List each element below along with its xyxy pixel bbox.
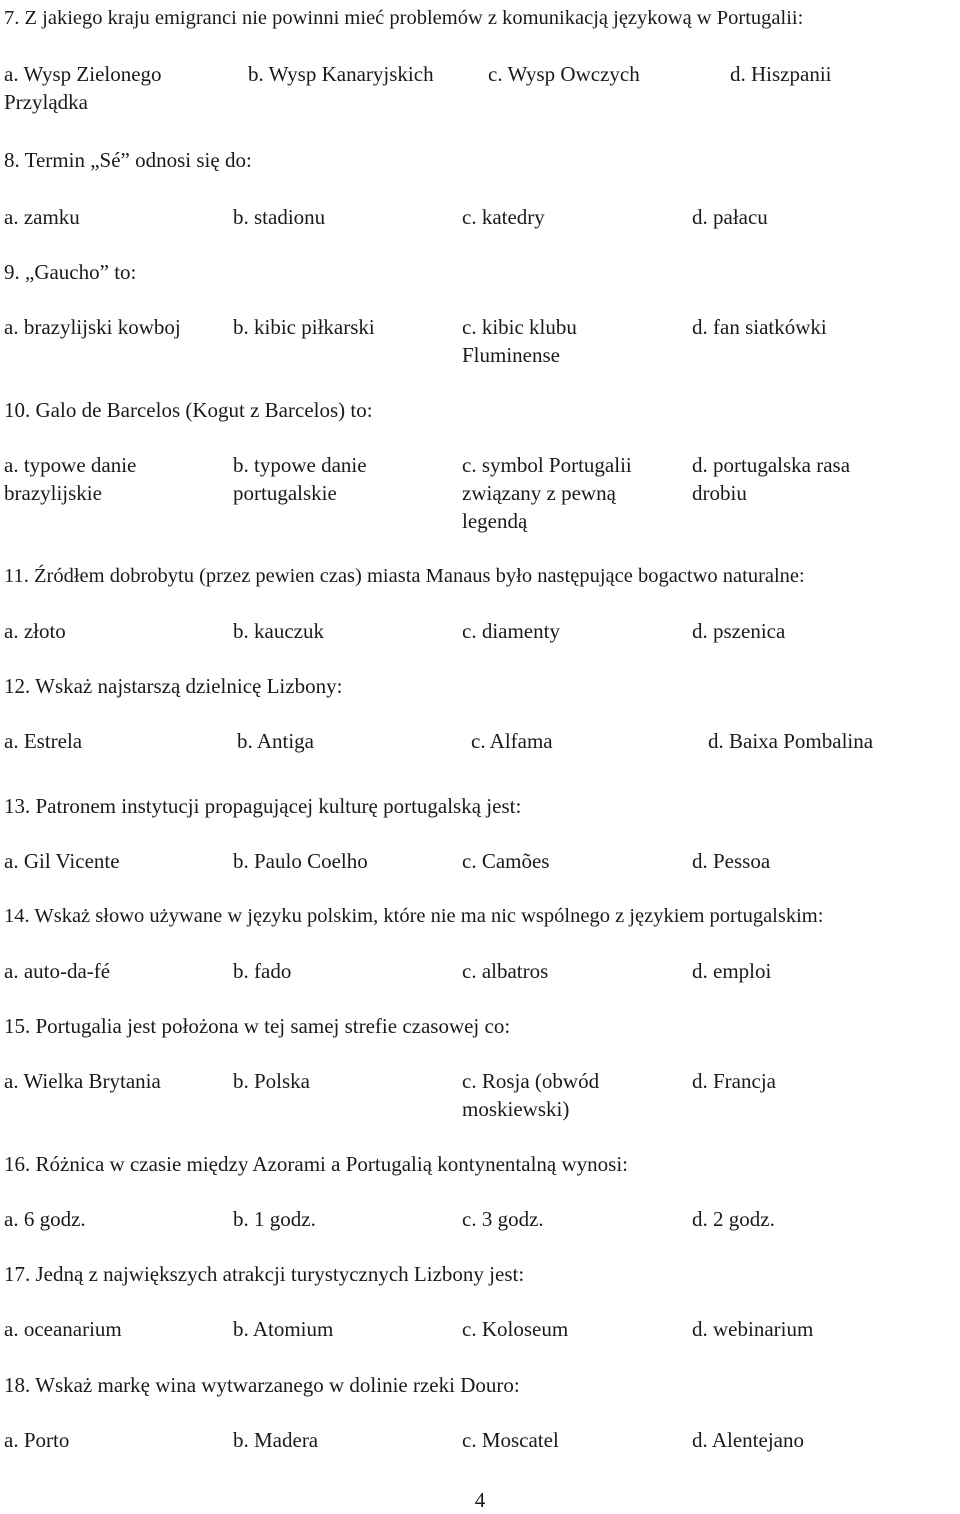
question-18: 18. Wskaż markę wina wytwarzanego w dolinie rzeki Douro: <box>4 1373 520 1397</box>
answer-17d: d. webinarium <box>692 1317 814 1341</box>
answer-15b: b. Polska <box>233 1069 311 1093</box>
answer-12d: d. Baixa Pombalina <box>708 729 874 753</box>
answer-15d: d. Francja <box>692 1069 776 1093</box>
answer-16b: b. 1 godz. <box>233 1207 316 1231</box>
question-15: 15. Portugalia jest położona w tej samej strefie czasowej co: <box>4 1014 511 1038</box>
answer-12b: b. Antiga <box>237 729 314 753</box>
question-8: 8. Termin „Sé” odnosi się do: <box>4 148 252 172</box>
answer-14d: d. emploi <box>692 959 772 983</box>
answer-8b: b. stadionu <box>233 205 326 229</box>
answer-9c: c. kibic klubu Fluminense <box>462 315 577 367</box>
answer-10d: d. portugalska rasa drobiu <box>692 453 851 505</box>
answer-9b: b. kibic piłkarski <box>233 315 375 339</box>
answer-15c: c. Rosja (obwód moskiewski) <box>462 1069 600 1121</box>
answer-8a: a. zamku <box>4 205 80 229</box>
page-number: 4 <box>474 1488 486 1512</box>
question-17: 17. Jedną z największych atrakcji turystycznych Lizbony jest: <box>4 1262 525 1286</box>
answer-14c: c. albatros <box>462 959 549 983</box>
answer-16a: a. 6 godz. <box>4 1207 86 1231</box>
answer-15a: a. Wielka Brytania <box>4 1069 161 1093</box>
answer-16d: d. 2 godz. <box>692 1207 775 1231</box>
answer-8d: d. pałacu <box>692 205 768 229</box>
answer-10c: c. symbol Portugalii związany z pewną legendą <box>462 453 632 533</box>
answer-18d: d. Alentejano <box>692 1428 804 1452</box>
question-16: 16. Różnica w czasie między Azorami a Portugalią kontynentalną wynosi: <box>4 1152 628 1176</box>
answer-12a: a. Estrela <box>4 729 83 753</box>
answer-9d: d. fan siatkówki <box>692 315 827 339</box>
answer-18a: a. Porto <box>4 1428 70 1452</box>
answer-11d: d. pszenica <box>692 619 786 643</box>
answer-11a: a. złoto <box>4 619 66 643</box>
question-12: 12. Wskaż najstarszą dzielnicę Lizbony: <box>4 674 343 698</box>
answer-7a: a. Wysp Zielonego Przylądka <box>4 62 162 114</box>
answer-16c: c. 3 godz. <box>462 1207 544 1231</box>
question-14: 14. Wskaż słowo używane w języku polskim, które nie ma nic wspólnego z językiem portugalskim: <box>4 905 824 927</box>
answer-12c: c. Alfama <box>471 729 553 753</box>
answer-14b: b. fado <box>233 959 292 983</box>
answer-13c: c. Camões <box>462 849 550 873</box>
question-13: 13. Patronem instytucji propagującej kulturę portugalską jest: <box>4 794 522 818</box>
answer-7d: d. Hiszpanii <box>730 62 832 86</box>
answer-9a: a. brazylijski kowboj <box>4 315 181 339</box>
answer-17b: b. Atomium <box>233 1317 334 1341</box>
answer-17c: c. Koloseum <box>462 1317 569 1341</box>
question-11: 11. Źródłem dobrobytu (przez pewien czas) miasta Manaus było następujące bogactwo naturalne: <box>4 565 805 587</box>
answer-13d: d. Pessoa <box>692 849 771 873</box>
answer-7b: b. Wysp Kanaryjskich <box>248 62 434 86</box>
answer-10a: a. typowe danie brazylijskie <box>4 453 137 505</box>
question-10: 10. Galo de Barcelos (Kogut z Barcelos) to: <box>4 398 373 422</box>
answer-11c: c. diamenty <box>462 619 560 643</box>
answer-14a: a. auto-da-fé <box>4 959 111 983</box>
answer-13a: a. Gil Vicente <box>4 849 120 873</box>
answer-18b: b. Madera <box>233 1428 319 1452</box>
answer-10b: b. typowe danie portugalskie <box>233 453 367 505</box>
answer-18c: c. Moscatel <box>462 1428 559 1452</box>
answer-17a: a. oceanarium <box>4 1317 122 1341</box>
answer-8c: c. katedry <box>462 205 545 229</box>
answer-7c: c. Wysp Owczych <box>488 62 640 86</box>
answer-13b: b. Paulo Coelho <box>233 849 368 873</box>
question-7: 7. Z jakiego kraju emigranci nie powinni mieć problemów z komunikacją językową w Portugalii: <box>4 7 804 29</box>
question-9: 9. „Gaucho” to: <box>4 260 137 284</box>
answer-11b: b. kauczuk <box>233 619 324 643</box>
